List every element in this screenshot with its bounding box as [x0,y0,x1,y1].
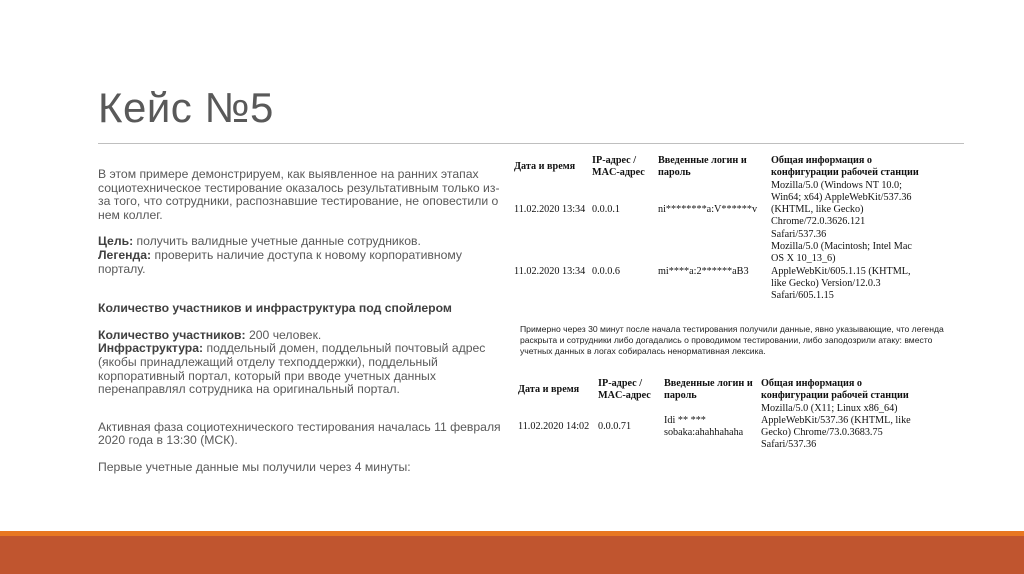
spoiler-heading-text: Количество участников и инфраструктура под спойлером [98,301,452,316]
infra-label: Инфраструктура: [98,341,204,356]
config-line: Win64; x64) AppleWebKit/537.36 [771,191,912,203]
header-config-line-2: конфигурации рабочей станции [761,390,909,402]
header-config-line-1: Общая информация о [761,378,863,389]
legend-label: Легенда: [98,247,152,262]
table-row [518,403,921,452]
cell-config [771,241,931,302]
left-text-column [98,168,508,475]
header-ip-mac [598,378,664,403]
header-login [658,155,771,180]
cell-ip: 0.0.0.6 [592,265,621,277]
participants-paragraph [98,329,508,343]
config-line: Safari/537.36 [761,439,817,451]
header-config-line-1: Общая информация о [771,155,873,166]
header-datetime: Дата и время [514,161,576,173]
config-line: Mozilla/5.0 (Macintosh; Intel Mac [771,241,912,253]
title-divider [98,143,964,144]
header-login [664,378,761,403]
config-line: like Gecko) Version/12.0.3 [771,277,881,289]
header-login-line-2: пароль [664,390,697,402]
login-line: sobaka:ahahhahaha [664,427,744,439]
header-config-line-2: конфигурации рабочей станции [771,167,919,179]
header-datetime: Дата и время [518,384,580,396]
cell-config [761,403,921,452]
header-ip-mac [592,155,658,180]
goal-text: получить валидные учетные данные сотрудников. [133,234,421,249]
goal-paragraph [98,235,508,249]
cell-datetime: 11.02.2020 13:34 [514,265,586,277]
goal-label: Цель: [98,234,134,249]
spoiler-heading [98,302,508,316]
header-config [771,155,931,180]
config-line: AppleWebKit/537.36 (KHTML, like [761,414,911,426]
credentials-table-1 [514,155,931,303]
footer-accent-bar [0,536,1024,574]
header-config [761,378,921,403]
intro-paragraph: В этом примере демонстрируем, как выявленное на ранних этапах социотехническое тестирование оказалось результативным только из-за того, что сотрудники, распознавшие тестирование, не оповестили о нем коллег. [98,167,500,222]
cell-datetime: 11.02.2020 13:34 [514,204,586,216]
infra-paragraph [98,342,508,396]
header-ip-line: IP-адрес / [598,378,643,389]
cell-config [771,180,931,241]
legend-text: проверить наличие доступа к новому корпоративному порталу. [98,247,463,276]
cell-login: mi****a:2******aB3 [658,265,749,277]
cell-login [664,403,761,452]
header-login-line-1: Введенные логин и [658,155,747,166]
config-line: Safari/537.36 [771,228,827,240]
credentials-table-2 [518,378,921,452]
config-line: (KHTML, like Gecko) [771,204,864,216]
first-data-paragraph: Первые учетные данные мы получили через 4 минуты: [98,459,411,474]
participants-label: Количество участников: [98,327,246,342]
config-line: Chrome/72.0.3626.121 [771,216,866,228]
observation-note: Примерно через 30 минут после начала тестирования получили данные, явно указывающие, что легенда раскрыта и сотрудники либо догадались о проводимом тестировании, либо заподозрили атаку: вместо учетных данных в логах собиралась ненормативная лексика. [520,324,944,356]
infra-text: поддельный домен, поддельный почтовый адрес (якобы принадлежащий отделу техподдержки), поддельный корпоративный портал, который при вводе учетных данных перенаправлял сотрудника на оригинальный портал. [98,341,486,397]
slide-title: Кейс №5 [98,84,274,131]
config-line: Mozilla/5.0 (Windows NT 10.0; [771,179,902,191]
table-header-row [514,155,931,180]
config-line: Gecko) Chrome/73.0.3683.75 [761,427,883,439]
participants-text: 200 человек. [245,327,322,342]
legend-paragraph [98,249,508,276]
header-mac-line: MAC-адрес [592,167,645,179]
cell-datetime: 11.02.2020 14:02 [518,421,590,433]
cell-ip: 0.0.0.71 [598,421,632,433]
table-header-row [518,378,921,403]
table-row [514,180,931,241]
header-mac-line: MAC-адрес [598,390,651,402]
config-line: AppleWebKit/605.1.15 (KHTML, [771,265,911,277]
header-ip-line: IP-адрес / [592,155,637,166]
config-line: OS X 10_13_6) [771,253,836,265]
login-line: Idi ** *** [664,414,706,426]
cell-ip: 0.0.0.1 [592,204,621,216]
header-login-line-1: Введенные логин и [664,378,753,389]
config-line: Safari/605.1.15 [771,290,834,302]
header-login-line-2: пароль [658,167,691,179]
config-line: Mozilla/5.0 (X11; Linux x86_64) [761,402,898,414]
active-phase-paragraph: Активная фаза социотехнического тестирования началась 11 февраля 2020 года в 13:30 (МСК). [98,419,501,448]
table-row [514,241,931,302]
cell-login: ni********a:V******v [658,204,758,216]
